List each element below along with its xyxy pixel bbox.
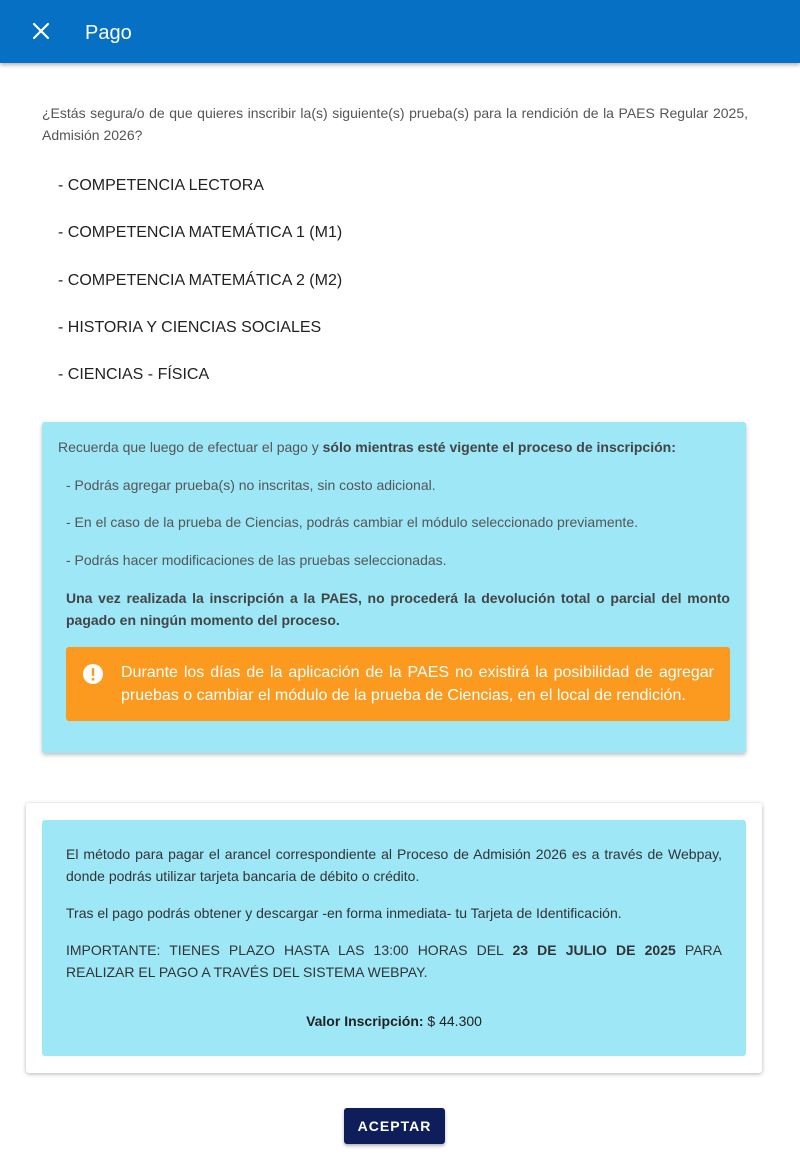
value-label: Valor Inscripción: <box>306 1013 424 1029</box>
payment-after-text: Tras el pago podrás obtener y descargar -en forma inmediata- tu Tarjeta de Identificación. <box>66 905 622 921</box>
info-intro-text: Recuerda que luego de efectuar el pago y <box>58 439 323 455</box>
page-title: Pago <box>85 22 132 44</box>
close-icon <box>32 22 50 40</box>
alert-text: Durante los días de la aplicación de la PAES no existirá la posibilidad de agregar pruebas o cambiar el módulo de la prueba de Ciencias, en el local de rendición. <box>121 664 714 704</box>
app-bar <box>0 0 800 63</box>
info-intro <box>58 439 676 455</box>
payment-info-box <box>42 820 746 1056</box>
info-box <box>42 422 746 753</box>
registration-value <box>42 1013 746 1029</box>
test-list <box>58 174 342 410</box>
test-item: - COMPETENCIA MATEMÁTICA 1 (M1) <box>58 224 343 242</box>
test-item: - COMPETENCIA MATEMÁTICA 2 (M2) <box>58 271 343 289</box>
info-item: - Podrás hacer modificaciones de las pruebas seleccionadas. <box>66 552 447 568</box>
test-item: - HISTORIA Y CIENCIAS SOCIALES <box>58 318 322 336</box>
no-refund-notice: Una vez realizada la inscripción a la PAES, no procederá la devolución total o parcial del monto pagado en ningún momento del proceso. <box>66 590 730 628</box>
confirmation-question: ¿Estás segura/o de que quieres inscribir la(s) siguiente(s) prueba(s) para la rendición de la PAES Regular 2025, Admisión 2026? <box>42 105 748 143</box>
test-item: - COMPETENCIA LECTORA <box>58 177 264 194</box>
info-item: - Podrás agregar prueba(s) no inscritas, sin costo adicional. <box>66 477 436 493</box>
deadline-suffix: PARA REALIZAR EL PAGO A TRAVÉS DEL SISTEMA WEBPAY. <box>66 942 722 980</box>
payment-card <box>26 803 762 1073</box>
deadline-prefix: IMPORTANTE: TIENES PLAZO HASTA LAS 13:00 HORAS DEL <box>66 942 513 958</box>
info-intro-bold: sólo mientras esté vigente el proceso de inscripción: <box>322 439 676 455</box>
test-item: - CIENCIAS - FÍSICA <box>58 366 210 384</box>
value-amount: $ 44.300 <box>423 1013 482 1029</box>
close-button[interactable] <box>26 16 56 46</box>
accept-button[interactable]: ACEPTAR <box>344 1108 445 1144</box>
payment-method-text: El método para pagar el arancel correspondiente al Proceso de Admisión 2026 es a través de Webpay, donde podrás utilizar tarjeta bancaria de débito o crédito. <box>66 846 722 884</box>
alert-banner <box>66 647 730 721</box>
payment-deadline-text <box>66 939 722 983</box>
deadline-date: 23 DE JULIO DE 2025 <box>512 942 676 958</box>
info-item: - En el caso de la prueba de Ciencias, podrás cambiar el módulo seleccionado previamente. <box>66 514 638 530</box>
alert-circle-icon <box>82 663 104 685</box>
